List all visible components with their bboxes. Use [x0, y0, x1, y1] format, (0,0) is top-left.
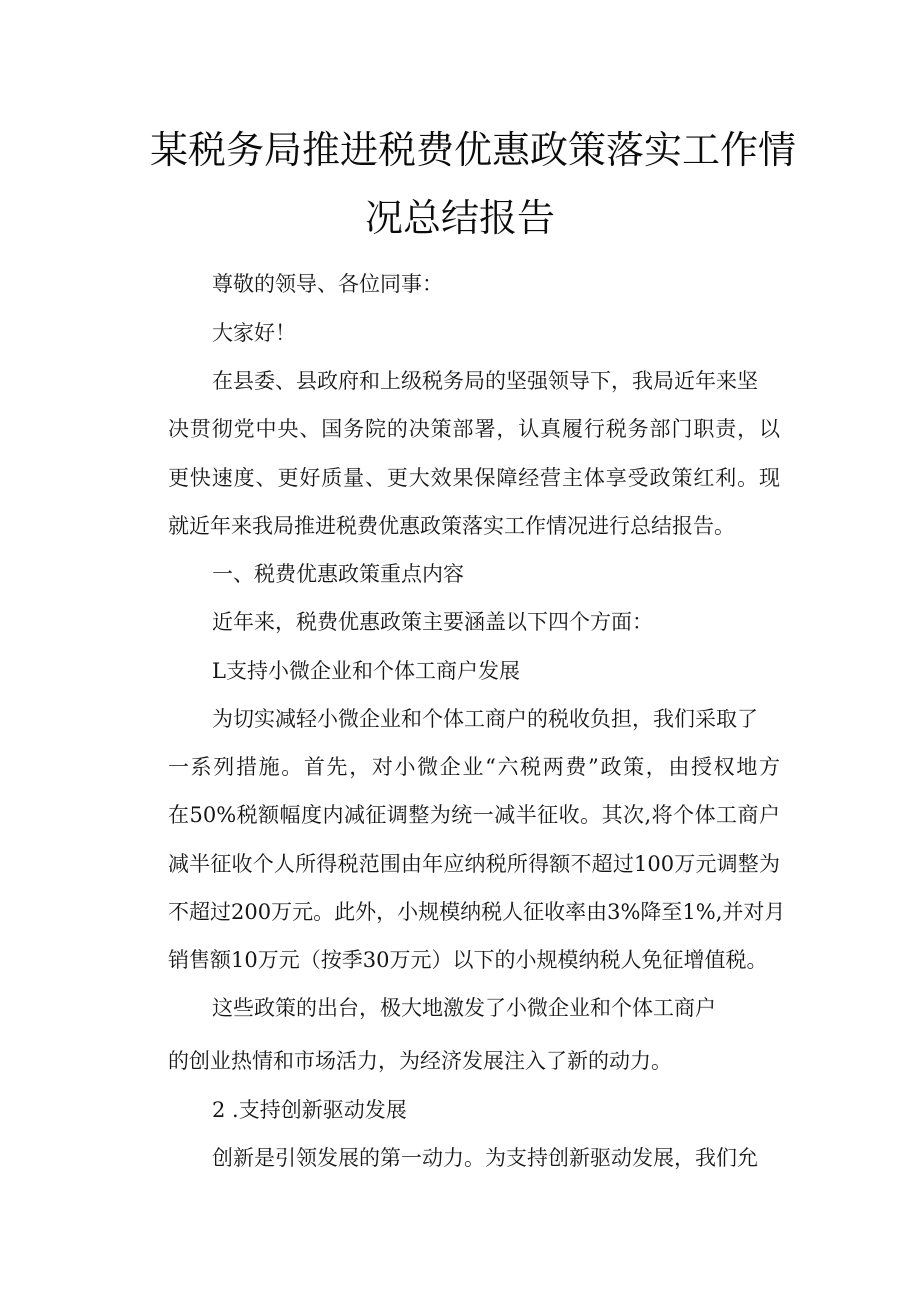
body-paragraph-line: 为切实减轻小微企业和个体工商户的税收负担，我们采取了 [212, 707, 758, 731]
intro-paragraph-line: 决贯彻党中央、国务院的决策部署，认真履行税务部门职责，以 [168, 417, 780, 441]
body-paragraph-line: 不超过200万元。此外，小规模纳税人征收率由3%降至1%,并对月 [168, 900, 786, 924]
intro-paragraph-line: 就近年来我局推进税费优惠政策落实工作情况进行总结报告。 [168, 514, 735, 538]
body-paragraph-line: 销售额10万元（按季30万元）以下的小规模纳税人免征增值税。 [168, 948, 768, 972]
document-title-line-2: 况总结报告 [364, 196, 555, 240]
section-heading: 一、税费优惠政策重点内容 [212, 562, 464, 586]
intro-paragraph-line: 在县委、县政府和上级税务局的坚强领导下，我局近年来坚 [212, 369, 758, 393]
section-intro: 近年来，税费优惠政策主要涵盖以下四个方面： [212, 610, 653, 634]
subsection-heading-2: 2 .支持创新驱动发展 [212, 1098, 407, 1122]
intro-paragraph-line: 更快速度、更好质量、更大效果保障经营主体享受政策红利。现 [168, 466, 780, 490]
body-paragraph-line: 一系列措施。首先，对小微企业“六税两费”政策，由授权地方 [168, 755, 780, 779]
body-paragraph-line: 在50%税额幅度内减征调整为统一减半征收。其次,将个体工商户 [168, 803, 780, 827]
salutation: 尊敬的领导、各位同事： [212, 272, 443, 296]
document-title-line-1: 某税务局推进税费优惠政策落实工作情 [150, 128, 797, 172]
body-paragraph-line: 减半征收个人所得税范围由年应纳税所得额不超过100万元调整为 [168, 852, 780, 876]
body-paragraph-line: 的创业热情和市场活力，为经济发展注入了新的动力。 [168, 1049, 672, 1073]
body-paragraph-line: 这些政策的出台，极大地激发了小微企业和个体工商户 [212, 996, 716, 1020]
body-paragraph-line: 创新是引领发展的第一动力。为支持创新驱动发展，我们允 [212, 1146, 758, 1170]
subsection-heading-1: L支持小微企业和个体工商户发展 [212, 659, 520, 683]
greeting: 大家好！ [212, 321, 296, 345]
